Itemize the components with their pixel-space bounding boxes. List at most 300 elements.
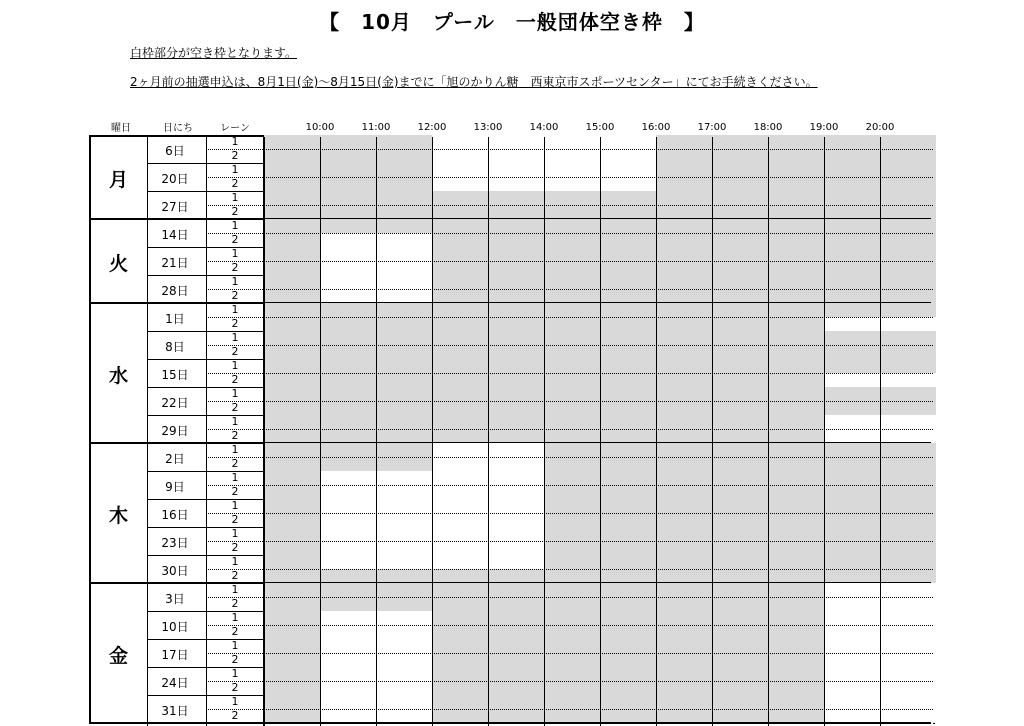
slot-cell — [712, 499, 768, 513]
slot-cell — [544, 653, 600, 667]
slot-cell — [880, 247, 936, 261]
slot-cell — [768, 219, 824, 233]
slot-cell — [656, 625, 712, 639]
slot-cell — [320, 443, 376, 457]
slot-cell — [376, 681, 432, 695]
slot-cell — [824, 177, 880, 191]
slot-cell — [320, 457, 376, 471]
slot-cell — [264, 555, 320, 569]
slot-cell — [600, 373, 656, 387]
slot-cell — [488, 387, 544, 401]
slot-cell — [824, 233, 880, 247]
slot-cell — [320, 135, 376, 149]
lane-label: 1 — [231, 275, 239, 288]
date-label: 17日 — [161, 648, 189, 662]
slot-cell — [488, 359, 544, 373]
slot-cell — [432, 597, 488, 611]
slot-cell — [768, 233, 824, 247]
slot-cell — [880, 555, 936, 569]
slot-cell — [880, 611, 936, 625]
slot-cell — [432, 219, 488, 233]
slot-cell — [320, 275, 376, 289]
slot-cell — [656, 303, 712, 317]
slot-cell — [824, 569, 880, 583]
lane-label: 1 — [231, 359, 239, 372]
slot-cell — [544, 275, 600, 289]
slot-cell — [376, 653, 432, 667]
slot-cell — [768, 555, 824, 569]
slot-cell — [712, 289, 768, 303]
slot-cell — [264, 303, 320, 317]
slot-cell — [656, 373, 712, 387]
slot-cell — [656, 219, 712, 233]
slot-cell — [544, 289, 600, 303]
slot-cell — [712, 219, 768, 233]
slot-cell — [656, 429, 712, 443]
slot-cell — [488, 261, 544, 275]
lane-label: 2 — [231, 177, 239, 190]
weekday-label: 水 — [109, 365, 129, 387]
slot-cell — [656, 261, 712, 275]
slot-cell — [824, 415, 880, 429]
slot-cell — [264, 667, 320, 681]
slot-cell — [488, 513, 544, 527]
slot-cell — [432, 653, 488, 667]
lane-label: 1 — [231, 527, 239, 540]
date-label: 28日 — [161, 284, 189, 298]
date-label: 10日 — [161, 620, 189, 634]
slot-cell — [768, 499, 824, 513]
slot-cell — [488, 457, 544, 471]
slot-cell — [768, 317, 824, 331]
slot-cell — [880, 639, 936, 653]
col-divider-hour — [880, 137, 881, 726]
lane-label: 1 — [231, 555, 239, 568]
slot-cell — [880, 667, 936, 681]
slot-cell — [712, 485, 768, 499]
slot-cell — [880, 205, 936, 219]
slot-cell — [544, 345, 600, 359]
slot-cell — [376, 639, 432, 653]
slot-cell — [488, 653, 544, 667]
slot-cell — [432, 681, 488, 695]
slot-cell — [432, 485, 488, 499]
slot-cell — [376, 485, 432, 499]
slot-cell — [320, 583, 376, 597]
slot-cell — [880, 233, 936, 247]
slot-cell — [768, 485, 824, 499]
slot-cell — [880, 443, 936, 457]
slot-cell — [488, 429, 544, 443]
slot-cell — [656, 149, 712, 163]
slot-cell — [432, 639, 488, 653]
slot-cell — [544, 499, 600, 513]
slot-cell — [320, 387, 376, 401]
slot-cell — [600, 135, 656, 149]
slot-cell — [488, 471, 544, 485]
slot-cell — [768, 583, 824, 597]
slot-cell — [712, 247, 768, 261]
col-divider-hour — [768, 137, 769, 726]
slot-cell — [264, 471, 320, 485]
slot-cell — [376, 317, 432, 331]
col-divider-hour — [376, 137, 377, 726]
slot-cell — [264, 457, 320, 471]
slot-cell — [544, 331, 600, 345]
slot-cell — [824, 541, 880, 555]
slot-cell — [544, 163, 600, 177]
slot-cell — [544, 233, 600, 247]
slot-cell — [768, 471, 824, 485]
slot-cell — [376, 205, 432, 219]
slot-cell — [824, 401, 880, 415]
slot-cell — [712, 345, 768, 359]
col-divider-hour — [488, 137, 489, 726]
slot-cell — [656, 233, 712, 247]
slot-cell — [768, 597, 824, 611]
slot-cell — [544, 219, 600, 233]
slot-cell — [376, 359, 432, 373]
slot-cell — [488, 443, 544, 457]
slot-cell — [824, 219, 880, 233]
slot-cell — [264, 611, 320, 625]
slot-cell — [320, 149, 376, 163]
lane-label: 2 — [231, 653, 239, 666]
slot-cell — [320, 597, 376, 611]
slot-cell — [320, 709, 376, 723]
slot-cell — [880, 457, 936, 471]
slot-cell — [264, 191, 320, 205]
slot-cell — [544, 415, 600, 429]
slot-cell — [656, 639, 712, 653]
slot-cell — [880, 177, 936, 191]
slot-cell — [712, 261, 768, 275]
slot-cell — [880, 275, 936, 289]
slot-cell — [600, 415, 656, 429]
slot-cell — [320, 261, 376, 275]
slot-cell — [264, 625, 320, 639]
slot-cell — [376, 247, 432, 261]
slot-cell — [320, 219, 376, 233]
slot-cell — [768, 191, 824, 205]
slot-cell — [656, 457, 712, 471]
slot-cell — [600, 555, 656, 569]
slot-cell — [880, 359, 936, 373]
slot-cell — [824, 373, 880, 387]
slot-cell — [656, 569, 712, 583]
slot-cell — [824, 261, 880, 275]
slot-cell — [768, 247, 824, 261]
slot-cell — [824, 359, 880, 373]
slot-cell — [376, 401, 432, 415]
slot-cell — [712, 555, 768, 569]
slot-cell — [432, 541, 488, 555]
slot-cell — [488, 275, 544, 289]
lane-label: 1 — [231, 611, 239, 624]
slot-cell — [376, 345, 432, 359]
slot-cell — [432, 177, 488, 191]
slot-cell — [320, 233, 376, 247]
slot-cell — [880, 219, 936, 233]
slot-cell — [600, 303, 656, 317]
slot-cell — [712, 303, 768, 317]
lane-label: 1 — [231, 667, 239, 680]
slot-cell — [432, 303, 488, 317]
slot-cell — [824, 611, 880, 625]
weekday-label: 木 — [109, 505, 129, 527]
slot-cell — [712, 653, 768, 667]
slot-cell — [880, 135, 936, 149]
slot-cell — [880, 499, 936, 513]
lane-label: 1 — [231, 695, 239, 708]
slot-cell — [880, 709, 936, 723]
slot-cell — [432, 625, 488, 639]
slot-cell — [376, 149, 432, 163]
col-divider-hour — [712, 137, 713, 726]
slot-cell — [824, 527, 880, 541]
slot-cell — [712, 681, 768, 695]
slot-cell — [600, 583, 656, 597]
slot-cell — [768, 429, 824, 443]
slot-cell — [488, 681, 544, 695]
lane-label: 2 — [231, 261, 239, 274]
slot-cell — [824, 485, 880, 499]
slot-cell — [712, 709, 768, 723]
slot-cell — [880, 317, 936, 331]
slot-cell — [264, 275, 320, 289]
slot-cell — [320, 163, 376, 177]
lane-label: 1 — [231, 387, 239, 400]
slot-cell — [600, 653, 656, 667]
slot-cell — [656, 709, 712, 723]
col-divider-hour — [320, 137, 321, 726]
date-label: 14日 — [161, 228, 189, 242]
slot-cell — [432, 247, 488, 261]
lane-label: 2 — [231, 457, 239, 470]
lane-label: 1 — [231, 191, 239, 204]
slot-cell — [768, 205, 824, 219]
slot-cell — [768, 709, 824, 723]
slot-cell — [264, 219, 320, 233]
slot-cell — [544, 485, 600, 499]
slot-cell — [656, 345, 712, 359]
slot-cell — [488, 555, 544, 569]
slot-cell — [488, 177, 544, 191]
slot-cell — [656, 289, 712, 303]
slot-cell — [712, 667, 768, 681]
slot-cell — [432, 205, 488, 219]
slot-cell — [544, 135, 600, 149]
slot-cell — [880, 149, 936, 163]
slot-cell — [264, 415, 320, 429]
lane-label: 1 — [231, 499, 239, 512]
slot-cell — [488, 247, 544, 261]
slot-cell — [600, 457, 656, 471]
time-label: 10:00 — [305, 122, 335, 133]
slot-cell — [600, 667, 656, 681]
slot-cell — [488, 527, 544, 541]
slot-cell — [656, 583, 712, 597]
slot-cell — [320, 359, 376, 373]
slot-cell — [376, 695, 432, 709]
slot-cell — [432, 709, 488, 723]
slot-cell — [264, 387, 320, 401]
slot-cell — [712, 639, 768, 653]
slot-cell — [600, 443, 656, 457]
slot-cell — [376, 387, 432, 401]
slot-cell — [712, 415, 768, 429]
lane-label: 1 — [231, 583, 239, 596]
slot-cell — [712, 597, 768, 611]
col-divider-date — [147, 137, 148, 726]
slot-cell — [376, 261, 432, 275]
slot-cell — [712, 331, 768, 345]
header-lane: レーン — [220, 123, 250, 134]
slot-cell — [488, 373, 544, 387]
slot-cell — [880, 513, 936, 527]
col-divider-lane — [206, 137, 207, 726]
slot-cell — [768, 149, 824, 163]
date-label: 24日 — [161, 676, 189, 690]
slot-cell — [656, 275, 712, 289]
slot-cell — [320, 639, 376, 653]
slot-cell — [656, 387, 712, 401]
slot-cell — [544, 373, 600, 387]
slot-cell — [488, 569, 544, 583]
slot-cell — [488, 163, 544, 177]
slot-cell — [376, 597, 432, 611]
slot-cell — [768, 513, 824, 527]
slot-cell — [376, 331, 432, 345]
slot-cell — [824, 695, 880, 709]
slot-cell — [320, 191, 376, 205]
slot-cell — [320, 429, 376, 443]
slot-cell — [880, 527, 936, 541]
lane-label: 2 — [231, 373, 239, 386]
slot-cell — [488, 597, 544, 611]
slot-cell — [768, 681, 824, 695]
slot-cell — [656, 527, 712, 541]
slot-cell — [656, 471, 712, 485]
slot-cell — [544, 443, 600, 457]
slot-cell — [600, 429, 656, 443]
slot-cell — [824, 639, 880, 653]
slot-cell — [264, 345, 320, 359]
slot-cell — [712, 163, 768, 177]
slot-cell — [880, 191, 936, 205]
slot-cell — [544, 471, 600, 485]
lane-label: 1 — [231, 247, 239, 260]
slot-cell — [376, 471, 432, 485]
slot-cell — [656, 191, 712, 205]
col-divider-hour — [544, 137, 545, 726]
time-label: 13:00 — [473, 122, 503, 133]
slot-cell — [432, 527, 488, 541]
lane-label: 2 — [231, 625, 239, 638]
time-label: 16:00 — [641, 122, 671, 133]
slot-cell — [544, 541, 600, 555]
slot-cell — [488, 233, 544, 247]
slot-cell — [600, 541, 656, 555]
slot-cell — [376, 443, 432, 457]
slot-cell — [712, 695, 768, 709]
slot-cell — [432, 373, 488, 387]
slot-cell — [544, 191, 600, 205]
slot-cell — [824, 303, 880, 317]
slot-cell — [320, 415, 376, 429]
slot-cell — [488, 191, 544, 205]
slot-cell — [768, 527, 824, 541]
slot-cell — [376, 611, 432, 625]
slot-cell — [320, 611, 376, 625]
slot-cell — [320, 625, 376, 639]
slot-cell — [824, 149, 880, 163]
slot-cell — [824, 163, 880, 177]
date-label: 27日 — [161, 200, 189, 214]
slot-cell — [264, 541, 320, 555]
lane-label: 1 — [231, 331, 239, 344]
slot-cell — [544, 205, 600, 219]
slot-cell — [768, 387, 824, 401]
note-open-slots: 白枠部分が空き枠となります。 — [130, 46, 298, 60]
lane-label: 2 — [231, 233, 239, 246]
slot-cell — [264, 429, 320, 443]
slot-cell — [264, 513, 320, 527]
slot-cell — [824, 555, 880, 569]
slot-cell — [880, 695, 936, 709]
slot-cell — [656, 611, 712, 625]
slot-cell — [880, 597, 936, 611]
slot-cell — [768, 359, 824, 373]
slot-cell — [712, 457, 768, 471]
slot-cell — [880, 163, 936, 177]
slot-cell — [656, 205, 712, 219]
slot-cell — [488, 611, 544, 625]
slot-cell — [600, 611, 656, 625]
slot-cell — [264, 163, 320, 177]
slot-cell — [824, 275, 880, 289]
slot-cell — [376, 527, 432, 541]
slot-cell — [656, 681, 712, 695]
slot-cell — [600, 401, 656, 415]
slot-cell — [320, 513, 376, 527]
weekday-label: 火 — [109, 253, 129, 275]
slot-cell — [768, 611, 824, 625]
slot-cell — [376, 191, 432, 205]
slot-cell — [824, 625, 880, 639]
lane-label: 2 — [231, 597, 239, 610]
slot-cell — [600, 597, 656, 611]
slot-cell — [712, 135, 768, 149]
slot-cell — [264, 639, 320, 653]
slot-cell — [600, 261, 656, 275]
slot-cell — [824, 429, 880, 443]
slot-cell — [432, 135, 488, 149]
slot-cell — [544, 317, 600, 331]
slot-cell — [264, 695, 320, 709]
slot-cell — [712, 387, 768, 401]
slot-cell — [600, 471, 656, 485]
slot-cell — [488, 695, 544, 709]
slot-cell — [824, 191, 880, 205]
slot-cell — [600, 695, 656, 709]
slot-cell — [544, 401, 600, 415]
slot-cell — [264, 261, 320, 275]
slot-cell — [600, 331, 656, 345]
slot-cell — [712, 205, 768, 219]
slot-cell — [600, 387, 656, 401]
time-label: 20:00 — [865, 122, 895, 133]
